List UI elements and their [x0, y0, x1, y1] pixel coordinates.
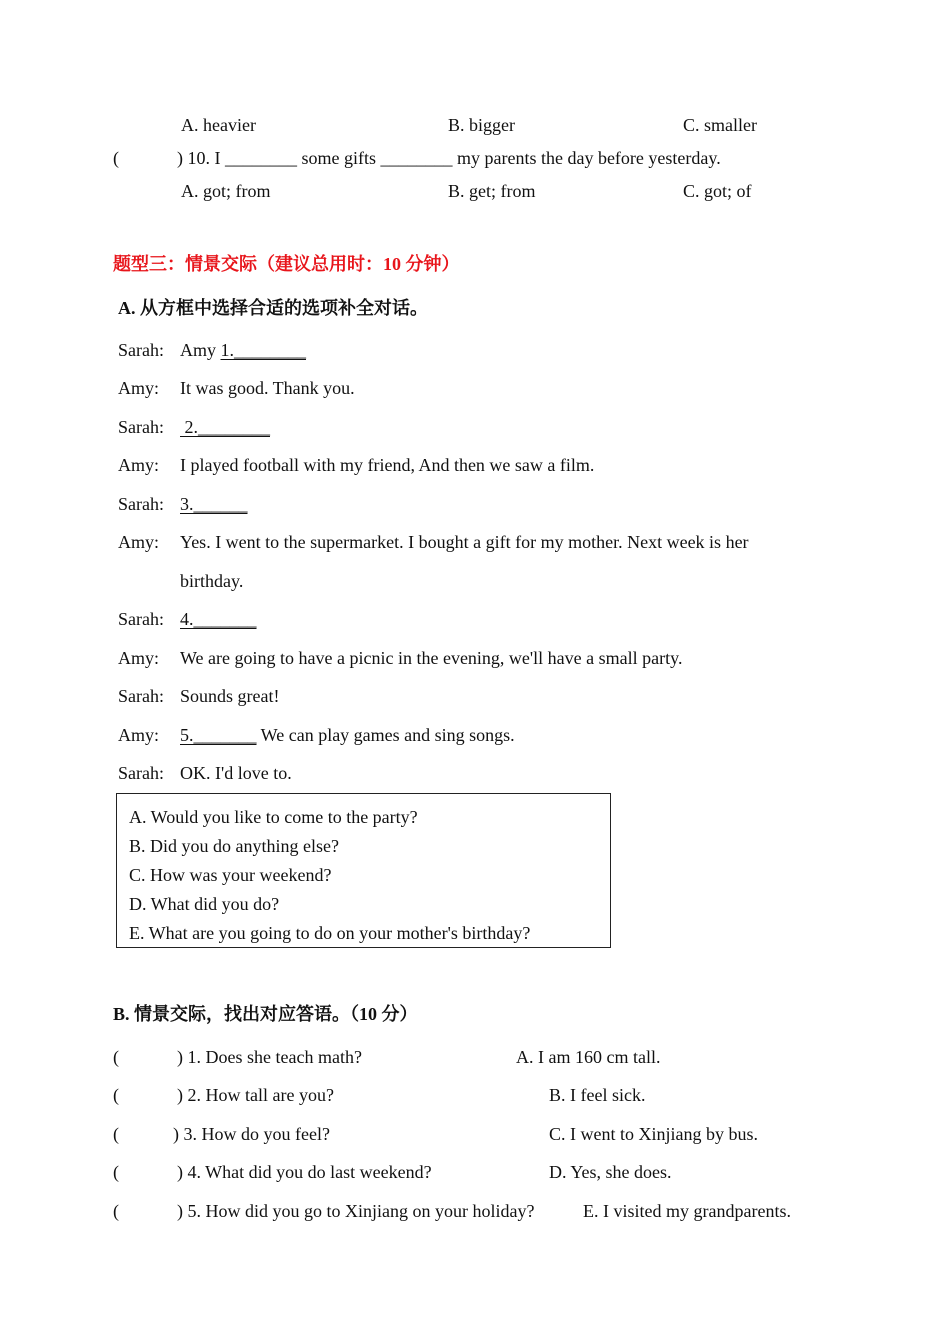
partB-answer: E. I visited my grandparents. [583, 1201, 791, 1221]
dialogue-line: It was good. Thank you. [180, 378, 355, 398]
partB-paren: ( [113, 1162, 119, 1182]
options-box [116, 793, 611, 948]
partB-question: ) 2. How tall are you? [177, 1085, 334, 1105]
dialogue-speaker: Sarah: [118, 609, 164, 629]
q10-option-a: A. got; from [181, 181, 271, 201]
dialogue-speaker: Sarah: [118, 494, 164, 514]
partB-answer: A. I am 160 cm tall. [516, 1047, 661, 1067]
partA-title: A. 从方框中选择合适的选项补全对话。 [118, 298, 428, 318]
dialogue-line: OK. I'd love to. [180, 763, 292, 783]
partB-paren: ( [113, 1085, 119, 1105]
q10-option-b: B. get; from [448, 181, 536, 201]
blank-4: 4._______ [180, 609, 257, 629]
dialogue-speaker: Sarah: [118, 686, 164, 706]
partB-title: B. 情景交际，找出对应答语。（10 分） [113, 1004, 418, 1024]
blank-5: 5._______ [180, 725, 257, 745]
q9-option-a: A. heavier [181, 115, 256, 135]
q10-stem: ) 10. I ________ some gifts ________ my parents the day before yesterday. [177, 148, 721, 168]
partB-answer: C. I went to Xinjiang by bus. [549, 1124, 758, 1144]
partB-paren: ( [113, 1124, 119, 1144]
option-b: B. Did you do anything else? [129, 836, 339, 856]
q9-option-b: B. bigger [448, 115, 515, 135]
blank-2: 2.________ [180, 417, 270, 437]
q10-paren: ( [113, 148, 119, 168]
option-a: A. Would you like to come to the party? [129, 807, 418, 827]
dialogue-line-continued: birthday. [180, 571, 244, 591]
dialogue-speaker: Amy: [118, 648, 160, 668]
dialogue-speaker: Amy: [118, 455, 160, 475]
dialogue-line: 5._______ We can play games and sing songs. [180, 725, 515, 745]
option-c: C. How was your weekend? [129, 865, 332, 885]
dialogue-line: Amy 1.________ [180, 340, 306, 360]
dialogue-speaker: Amy: [118, 725, 160, 745]
q10-option-c: C. got; of [683, 181, 752, 201]
partB-answer: D. Yes, she does. [549, 1162, 672, 1182]
partB-answer: B. I feel sick. [549, 1085, 646, 1105]
partB-question: ) 3. How do you feel? [173, 1124, 330, 1144]
dialogue-speaker: Sarah: [118, 340, 164, 360]
dialogue-line: I played football with my friend, And then we saw a film. [180, 455, 595, 475]
option-e: E. What are you going to do on your mother's birthday? [129, 923, 531, 943]
partB-paren: ( [113, 1047, 119, 1067]
partB-paren: ( [113, 1201, 119, 1221]
dialogue-line: Yes. I went to the supermarket. I bought a gift for my mother. Next week is her [180, 532, 749, 552]
option-d: D. What did you do? [129, 894, 280, 914]
section3-title: 题型三：情景交际（建议总用时：10 分钟） [113, 254, 460, 274]
dialogue-line: We are going to have a picnic in the evening, we'll have a small party. [180, 648, 683, 668]
dialogue-speaker: Amy: [118, 532, 160, 552]
blank-1: 1.________ [220, 340, 306, 360]
dialogue-speaker: Amy: [118, 378, 160, 398]
blank-3: 3.______ [180, 494, 248, 514]
partB-question: ) 4. What did you do last weekend? [177, 1162, 432, 1182]
q9-option-c: C. smaller [683, 115, 757, 135]
dialogue-speaker: Sarah: [118, 417, 164, 437]
partB-question: ) 1. Does she teach math? [177, 1047, 362, 1067]
dialogue-line: Sounds great! [180, 686, 280, 706]
dialogue-speaker: Sarah: [118, 763, 164, 783]
partB-question: ) 5. How did you go to Xinjiang on your holiday? [177, 1201, 535, 1221]
